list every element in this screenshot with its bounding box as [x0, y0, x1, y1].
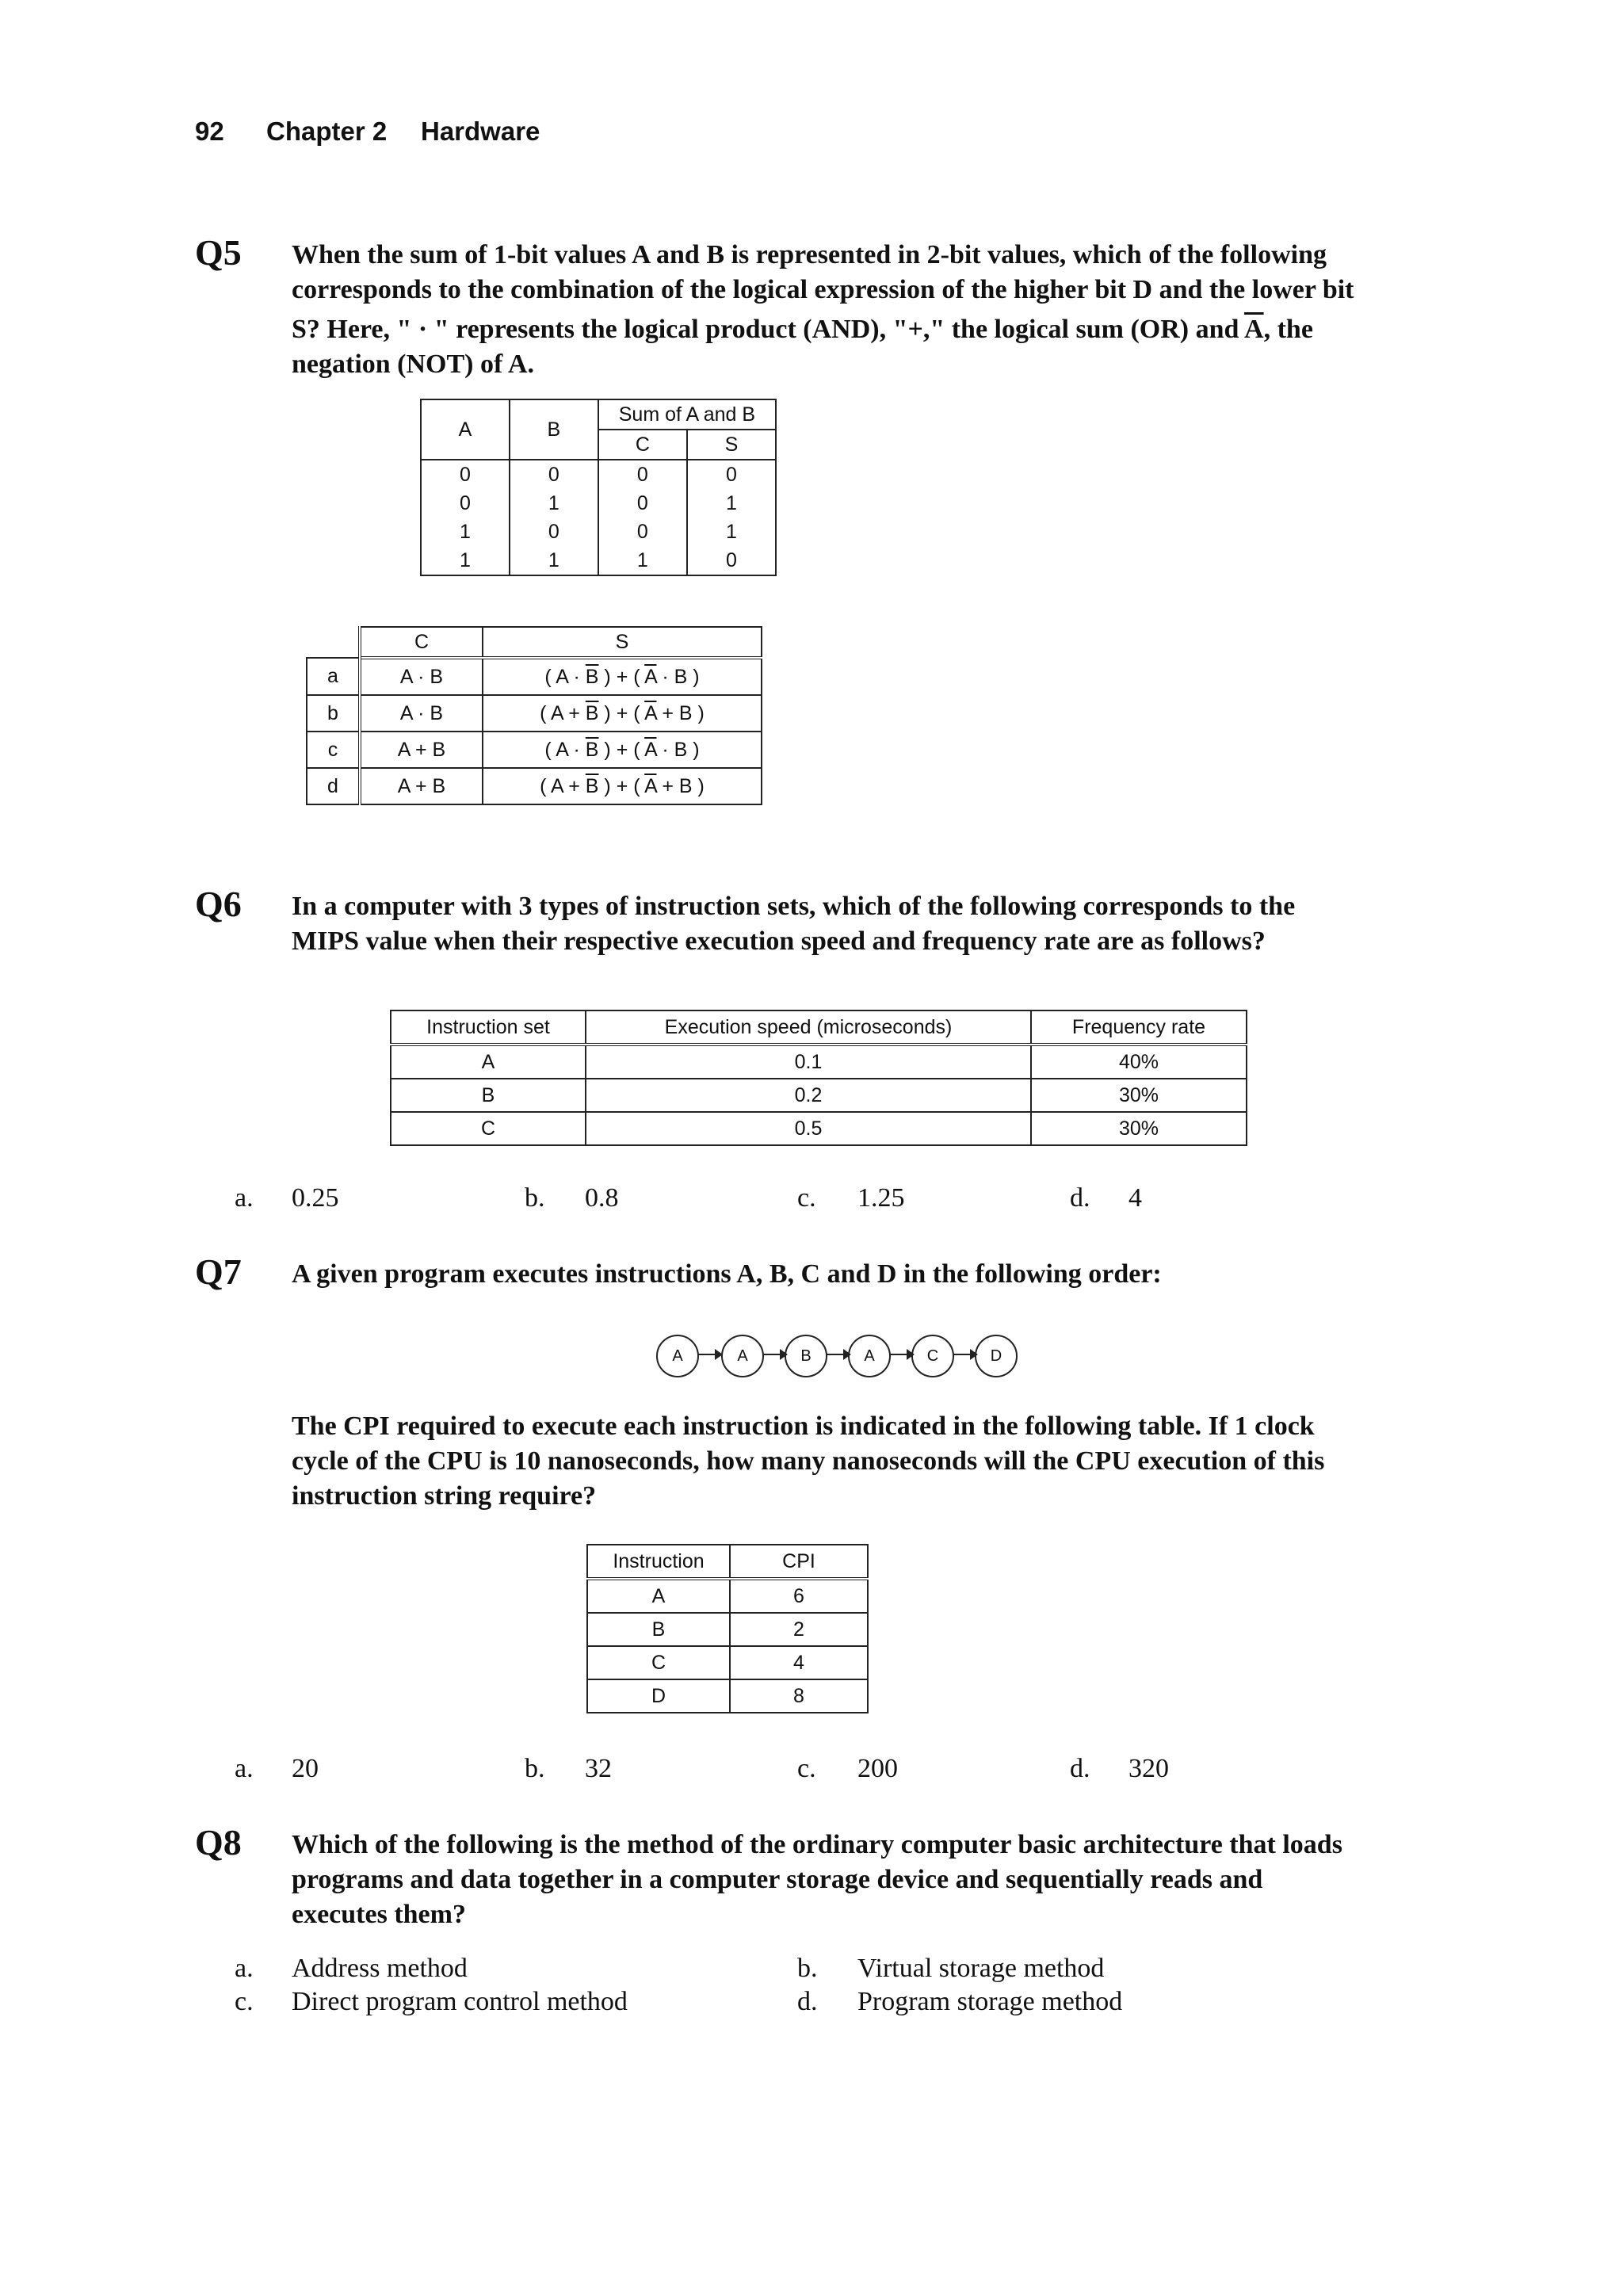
- option-text: 4: [1128, 1183, 1142, 1213]
- q5-line-4: negation (NOT) of A.: [292, 350, 534, 379]
- table-row: [391, 1112, 1247, 1145]
- cell: 1: [421, 546, 510, 575]
- cell: 8: [730, 1679, 868, 1713]
- option-text: Virtual storage method: [857, 1954, 1105, 1983]
- cell-s: [483, 658, 762, 695]
- question-text-q6: [292, 889, 1438, 959]
- q5-line-3-tail: , the: [1263, 315, 1313, 344]
- q7-option-b[interactable]: [525, 1752, 612, 1786]
- cell: 4: [730, 1646, 868, 1679]
- option-text: 200: [857, 1754, 898, 1783]
- q6-option-b[interactable]: [525, 1181, 619, 1216]
- expr-not: $\overline{A}$: [644, 774, 657, 797]
- ans-header-s: S: [483, 627, 762, 658]
- option-letter: b.: [525, 1183, 545, 1213]
- q8-option-c[interactable]: [235, 1985, 628, 2019]
- question-number-q7: Q7: [195, 1251, 242, 1292]
- sequence-node-1: A: [656, 1335, 699, 1377]
- q8-line-2: programs and data together in a computer storage device and sequentially reads and: [292, 1865, 1263, 1894]
- cell: A: [587, 1579, 730, 1613]
- tt-header-sum: Sum of A and B: [598, 399, 776, 430]
- expr-part: ( A ·: [544, 665, 586, 688]
- table-row: [307, 732, 762, 768]
- expr-part: · B ): [656, 738, 700, 761]
- cpi-table: [586, 1544, 869, 1713]
- option-text: 320: [1128, 1754, 1169, 1783]
- option-letter: b.: [525, 1754, 545, 1783]
- cell: 30%: [1031, 1079, 1247, 1112]
- option-letter: c.: [797, 1183, 816, 1213]
- sequence-arrow: [762, 1354, 786, 1355]
- blank-corner: [307, 627, 360, 658]
- page-number: 92: [195, 117, 224, 146]
- expr-part: · B ): [656, 665, 700, 688]
- q6-option-d[interactable]: [1070, 1181, 1142, 1216]
- option-letter: c.: [797, 1754, 816, 1783]
- q6-line-2: MIPS value when their respective execution speed and frequency rate are as follows?: [292, 926, 1266, 956]
- cell-c: A · B: [360, 695, 483, 732]
- table-row: [587, 1679, 868, 1713]
- table-row: [587, 1613, 868, 1646]
- option-text: Direct program control method: [292, 1987, 628, 2016]
- question-number-q5: Q5: [195, 232, 242, 273]
- cell: 1: [510, 546, 598, 575]
- option-text: 32: [585, 1754, 612, 1783]
- sequence-node-4: A: [848, 1335, 891, 1377]
- q7-option-c[interactable]: [797, 1752, 898, 1786]
- expr-part: + B ): [656, 701, 705, 724]
- sequence-node-5: C: [911, 1335, 954, 1377]
- ips-header-set: Instruction set: [391, 1010, 586, 1045]
- instruction-set-table: [390, 1010, 1247, 1146]
- q5-line-3: [292, 312, 1438, 347]
- cpi-header-instruction: Instruction: [587, 1545, 730, 1579]
- q8-line-1: Which of the following is the method of the ordinary computer basic architecture that loads: [292, 1830, 1342, 1859]
- table-row: [391, 1079, 1247, 1112]
- sequence-arrow: [697, 1354, 721, 1355]
- sequence-node-3: B: [785, 1335, 827, 1377]
- row-label-c: c: [307, 732, 360, 768]
- table-row: [421, 546, 776, 575]
- option-letter: a.: [235, 1754, 254, 1783]
- option-letter: a.: [235, 1954, 254, 1983]
- q8-option-b[interactable]: [797, 1951, 1105, 1986]
- expr-part: ( A +: [540, 774, 586, 797]
- sequence-node-2: A: [721, 1335, 764, 1377]
- cell: C: [587, 1646, 730, 1679]
- cell: 0: [598, 489, 687, 518]
- cell-c: A + B: [360, 732, 483, 768]
- cell: 0.2: [586, 1079, 1031, 1112]
- not-a-symbol: $\overline{A}$: [1244, 315, 1264, 344]
- cell: 2: [730, 1613, 868, 1646]
- cell: 0: [687, 546, 776, 575]
- q7-line-3: instruction string require?: [292, 1481, 597, 1511]
- ips-header-rate: Frequency rate: [1031, 1010, 1247, 1045]
- cell: 0: [421, 460, 510, 489]
- chapter-title: Hardware: [421, 117, 540, 146]
- cell: 0: [598, 460, 687, 489]
- expr-not: $\overline{A}$: [644, 665, 657, 688]
- table-row: [421, 489, 776, 518]
- expr-part: ) + (: [598, 774, 645, 797]
- option-text: 1.25: [857, 1183, 905, 1213]
- q8-option-a[interactable]: [235, 1951, 468, 1986]
- question-number-q8: Q8: [195, 1822, 242, 1862]
- answer-table: [306, 626, 762, 805]
- cell: 0.5: [586, 1112, 1031, 1145]
- cell-c: A + B: [360, 768, 483, 804]
- table-row: [307, 695, 762, 732]
- option-text: 20: [292, 1754, 319, 1783]
- tt-header-s: S: [687, 430, 776, 460]
- cpi-header-cpi: CPI: [730, 1545, 868, 1579]
- cell-c: A · B: [360, 658, 483, 695]
- cell: B: [587, 1613, 730, 1646]
- cell: 0: [510, 518, 598, 546]
- row-label-a: a: [307, 658, 360, 695]
- sequence-arrow: [889, 1354, 913, 1355]
- cell: 0: [598, 518, 687, 546]
- q7-line-2: cycle of the CPU is 10 nanoseconds, how many nanoseconds will the CPU execution of this: [292, 1446, 1325, 1476]
- option-text: 0.25: [292, 1183, 339, 1213]
- option-letter: d.: [1070, 1183, 1090, 1213]
- cell-s: [483, 732, 762, 768]
- sequence-arrow: [953, 1354, 976, 1355]
- cell: 1: [510, 489, 598, 518]
- cell: 1: [687, 518, 776, 546]
- cell-s: [483, 768, 762, 804]
- option-text: Program storage method: [857, 1987, 1123, 2016]
- chapter-label: Chapter 2: [266, 117, 388, 146]
- table-row: [307, 658, 762, 695]
- sequence-node-6: D: [975, 1335, 1018, 1377]
- q7-option-a[interactable]: [235, 1752, 319, 1786]
- cell: 0: [510, 460, 598, 489]
- table-row: [587, 1579, 868, 1613]
- cell: B: [391, 1079, 586, 1112]
- expr-not: $\overline{A}$: [644, 701, 657, 724]
- cell: A: [391, 1045, 586, 1079]
- table-row: [391, 1045, 1247, 1079]
- tt-header-a: A: [421, 399, 510, 460]
- tt-header-b: B: [510, 399, 598, 460]
- cell: 1: [598, 546, 687, 575]
- table-row: [307, 768, 762, 804]
- question-text-q7: [292, 1409, 1438, 1514]
- expr-part: ) + (: [598, 701, 645, 724]
- option-letter: d.: [1070, 1754, 1090, 1783]
- q6-option-c[interactable]: [797, 1181, 905, 1216]
- ips-header-speed: Execution speed (microseconds): [586, 1010, 1031, 1045]
- option-letter: c.: [235, 1987, 254, 2016]
- question-intro-q7: [292, 1257, 1438, 1292]
- question-text-q5: [292, 238, 1438, 382]
- cell: 0: [687, 460, 776, 489]
- table-row: [421, 460, 776, 489]
- expr-not: $\overline{A}$: [644, 738, 657, 761]
- table-row: [587, 1646, 868, 1679]
- row-label-b: b: [307, 695, 360, 732]
- expr-not: $\overline{B}$: [585, 665, 599, 688]
- question-text-q8: [292, 1828, 1438, 1932]
- expr-part: ( A ·: [544, 738, 586, 761]
- q5-line-2: corresponds to the combination of the logical expression of the higher bit D and the lower bit: [292, 275, 1354, 304]
- tt-header-c: C: [598, 430, 687, 460]
- q8-option-d[interactable]: [797, 1985, 1123, 2019]
- q5-line-3-text: S? Here, " · " represents the logical product (AND), "+," the logical sum (OR) and: [292, 315, 1245, 344]
- cell: C: [391, 1112, 586, 1145]
- cell: 40%: [1031, 1045, 1247, 1079]
- q5-line-1: When the sum of 1-bit values A and B is represented in 2-bit values, which of the following: [292, 240, 1327, 269]
- cell-s: [483, 695, 762, 732]
- expr-part: ) + (: [598, 738, 645, 761]
- option-text: 0.8: [585, 1183, 619, 1213]
- cell: 0.1: [586, 1045, 1031, 1079]
- question-number-q6: Q6: [195, 884, 242, 924]
- cell: 1: [687, 489, 776, 518]
- sequence-arrow: [826, 1354, 850, 1355]
- cell: 6: [730, 1579, 868, 1613]
- expr-not: $\overline{B}$: [585, 738, 599, 761]
- option-letter: a.: [235, 1183, 254, 1213]
- q6-line-1: In a computer with 3 types of instruction sets, which of the following corresponds to the: [292, 892, 1296, 921]
- expr-part: + B ): [656, 774, 705, 797]
- expr-part: ) + (: [598, 665, 645, 688]
- row-label-d: d: [307, 768, 360, 804]
- cell: 0: [421, 489, 510, 518]
- expr-part: ( A +: [540, 701, 586, 724]
- ans-header-c: C: [360, 627, 483, 658]
- cell: 30%: [1031, 1112, 1247, 1145]
- table-row: [421, 518, 776, 546]
- q6-option-a[interactable]: [235, 1181, 339, 1216]
- q7-line-1: The CPI required to execute each instruction is indicated in the following table. If 1 clock: [292, 1412, 1315, 1441]
- cell: D: [587, 1679, 730, 1713]
- q8-line-3: executes them?: [292, 1900, 466, 1929]
- option-letter: b.: [797, 1954, 818, 1983]
- cell: 1: [421, 518, 510, 546]
- expr-not: $\overline{B}$: [585, 701, 599, 724]
- option-letter: d.: [797, 1987, 818, 2016]
- q7-intro: A given program executes instructions A, B, C and D in the following order:: [292, 1259, 1162, 1289]
- truth-table: [420, 399, 777, 576]
- option-text: Address method: [292, 1954, 468, 1983]
- expr-not: $\overline{B}$: [585, 774, 599, 797]
- q7-option-d[interactable]: [1070, 1752, 1169, 1786]
